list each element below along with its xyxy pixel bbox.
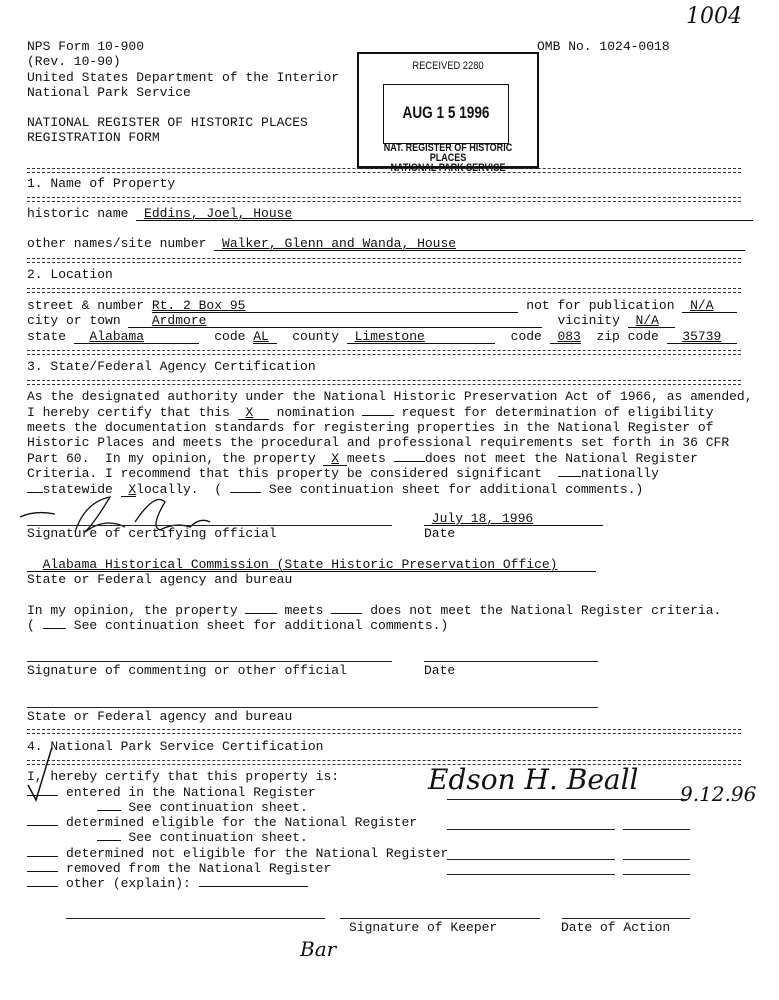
agency-row — [27, 557, 596, 572]
comments-checkbox[interactable] — [43, 617, 66, 629]
stamp-line1: NAT. REGISTER OF HISTORIC PLACES — [383, 142, 513, 164]
continuation-row — [27, 799, 308, 814]
text: See continuation sheet. — [128, 800, 308, 815]
agency-field[interactable]: Alabama Historical Commission (State Historic Preservation Office) — [27, 558, 596, 572]
text: other (explain): — [66, 876, 191, 891]
other-names-label: other names/site number — [27, 236, 215, 251]
zip-field[interactable]: 35739 — [667, 330, 737, 344]
section4-intro: I, hereby certify that this property is: — [27, 769, 340, 784]
other-explain-field[interactable] — [199, 875, 308, 887]
stamp-date: AUG 1 5 1996 — [402, 103, 490, 122]
opinion-not-meet-checkbox[interactable] — [331, 602, 362, 614]
comments-row — [27, 617, 448, 632]
text: meets — [346, 451, 394, 466]
text: I hereby certify that this — [27, 405, 238, 420]
checkmark-icon — [20, 745, 60, 805]
other-names-row — [27, 236, 745, 251]
action-date-line[interactable] — [562, 918, 690, 919]
locally-checkbox[interactable]: X — [121, 483, 137, 497]
cert-text-line: As the designated authority under the National Historic Preservation Act of 1966, as amended, — [27, 389, 753, 404]
page-number: 1004 — [686, 4, 742, 29]
state-code-field[interactable]: AL — [253, 330, 276, 344]
text: does not meet the National Register — [424, 451, 698, 466]
form-number: NPS Form 10-900 — [27, 39, 145, 54]
opinion-row — [27, 602, 721, 617]
county-label: county — [276, 329, 347, 344]
not-eligible-row — [27, 845, 448, 860]
historic-name-field[interactable]: Eddins, Joel, House — [136, 207, 752, 221]
form-revision: (Rev. 10-90) — [27, 54, 121, 69]
separator — [27, 168, 741, 173]
separator — [27, 197, 741, 202]
section1-heading: 1. Name of Property — [27, 176, 176, 191]
removed-signature-line[interactable] — [447, 874, 615, 875]
city-label: city or town — [27, 313, 129, 328]
other-names-field[interactable]: Walker, Glenn and Wanda, House — [214, 237, 744, 251]
street-label: street & number — [27, 298, 152, 313]
agency2-label: State or Federal agency and bureau — [27, 709, 293, 724]
continuation-checkbox[interactable] — [97, 829, 120, 841]
historic-name-row — [27, 206, 753, 221]
department: United States Department of the Interior — [27, 70, 340, 85]
removed-checkbox[interactable] — [27, 860, 58, 872]
separator — [27, 380, 741, 385]
text: See continuation sheet. — [128, 830, 308, 845]
action-date-label: Date of Action — [561, 920, 671, 935]
other-row — [27, 875, 308, 890]
comment-date-line[interactable] — [424, 661, 598, 662]
text: request for determination of eligibility — [393, 405, 714, 420]
historic-name-label: historic name — [27, 206, 137, 221]
nomination-checkbox[interactable]: X — [238, 406, 269, 420]
text: nationally — [580, 466, 659, 481]
does-not-meet-checkbox[interactable] — [394, 450, 425, 462]
agency2-line[interactable] — [27, 707, 598, 708]
continuation-row — [27, 829, 308, 844]
text: In my opinion, the property — [27, 603, 246, 618]
comment-signature-line[interactable] — [27, 661, 392, 662]
text: entered in the National Register — [66, 785, 316, 800]
continuation-checkbox[interactable] — [97, 799, 120, 811]
removed-row — [27, 860, 331, 875]
comment-signature-label: Signature of commenting or other official — [27, 663, 347, 678]
section4-heading: 4. National Park Service Certification — [27, 739, 324, 754]
separator — [27, 288, 741, 293]
county-code-label: code — [495, 329, 550, 344]
meets-checkbox[interactable]: X — [323, 452, 346, 466]
eligible-signature-line[interactable] — [447, 829, 615, 830]
form-title: NATIONAL REGISTER OF HISTORIC PLACES — [27, 115, 308, 130]
separator — [27, 729, 741, 734]
form-subtitle: REGISTRATION FORM — [27, 130, 160, 145]
received-stamp — [357, 52, 539, 174]
nationally-checkbox[interactable] — [558, 465, 581, 477]
cert-text-line — [27, 465, 659, 480]
not-eligible-checkbox[interactable] — [27, 845, 58, 857]
agency-label: State or Federal agency and bureau — [27, 572, 293, 587]
cert-text-line: Historic Places and meets the procedural and professional requirements set forth in 36 CFR — [27, 435, 730, 450]
not-for-publication-label: not for publication — [518, 298, 683, 313]
cert-text-line — [27, 450, 698, 465]
keeper-initials: Bar — [300, 937, 337, 961]
comment-date-label: Date — [424, 663, 456, 678]
keeper-line[interactable] — [340, 918, 540, 919]
request-checkbox[interactable] — [362, 404, 393, 416]
text: determined eligible for the National Register — [66, 815, 418, 830]
cert-text-line — [27, 404, 714, 419]
omb-number: OMB No. 1024-0018 — [537, 39, 670, 54]
city-row — [27, 313, 675, 328]
eligible-date-line[interactable] — [623, 829, 690, 830]
other-checkbox[interactable] — [27, 875, 58, 887]
text: nomination — [268, 405, 363, 420]
not-eligible-signature-line[interactable] — [447, 859, 615, 860]
state-code-label: code — [198, 329, 254, 344]
keeper-line[interactable] — [66, 918, 325, 919]
vicinity-field[interactable]: N/A — [628, 314, 675, 328]
cert-date-row — [424, 511, 603, 526]
keeper-date: 9.12.96 — [680, 782, 757, 806]
text: Part 60. In my opinion, the property — [27, 451, 324, 466]
text: does not meet the National Register criteria. — [362, 603, 722, 618]
text: See continuation sheet for additional comments.) — [261, 482, 644, 497]
opinion-meets-checkbox[interactable] — [245, 602, 276, 614]
date-label: Date — [424, 526, 456, 541]
cert-text-line: meets the documentation standards for registering properties in the National Register of — [27, 420, 714, 435]
text: See continuation sheet for additional comments.) — [66, 618, 449, 633]
entered-row — [27, 784, 316, 799]
entered-signature-line[interactable] — [447, 799, 687, 800]
eligible-checkbox[interactable] — [27, 814, 58, 826]
agency-name: National Park Service — [27, 85, 191, 100]
text: locally. ( — [136, 482, 230, 497]
county-field[interactable]: Limestone — [347, 330, 495, 344]
stamp-line2: NATIONAL PARK SERVICE — [390, 162, 506, 174]
state-row — [27, 329, 737, 344]
section3-heading: 3. State/Federal Agency Certification — [27, 359, 316, 374]
keeper-signature: Edson H. Beall — [428, 763, 639, 796]
text: removed from the National Register — [66, 861, 332, 876]
street-field[interactable]: Rt. 2 Box 95 — [152, 299, 519, 313]
signature-label: Signature of certifying official — [27, 526, 277, 541]
continuation-checkbox[interactable] — [230, 481, 261, 493]
cert-date-field[interactable]: July 18, 1996 — [424, 512, 603, 526]
text: determined not eligible for the National Register — [66, 846, 449, 861]
separator — [27, 258, 741, 263]
city-field[interactable]: Ardmore — [128, 314, 541, 328]
text: meets — [276, 603, 332, 618]
not-for-publication-field[interactable]: N/A — [682, 299, 737, 313]
text: Criteria. I recommend that this property be considered significant — [27, 466, 558, 481]
keeper-label: Signature of Keeper — [349, 920, 498, 935]
state-field[interactable]: Alabama — [74, 330, 199, 344]
not-eligible-date-line[interactable] — [623, 859, 690, 860]
street-row — [27, 298, 737, 313]
removed-date-line[interactable] — [623, 874, 690, 875]
text: statewide — [42, 482, 121, 497]
state-label: state — [27, 329, 74, 344]
separator — [27, 350, 741, 355]
zip-label: zip code — [580, 329, 667, 344]
eligible-row — [27, 814, 417, 829]
vicinity-label: vicinity — [541, 313, 628, 328]
county-code-field[interactable]: 083 — [550, 330, 581, 344]
text: ( — [27, 618, 43, 633]
stamp-received: RECEIVED 2280 — [412, 60, 484, 72]
section2-heading: 2. Location — [27, 267, 113, 282]
